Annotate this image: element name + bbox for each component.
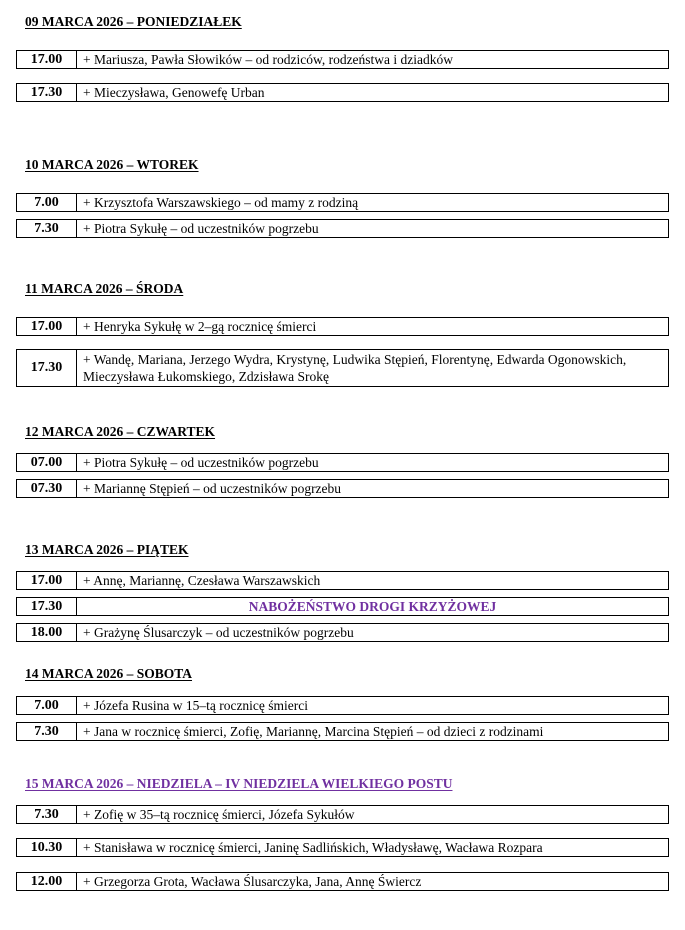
mass-time: 7.30 xyxy=(17,220,77,237)
day-heading-friday: 13 MARCA 2026 – PIĄTEK xyxy=(25,542,189,557)
mass-intention: + Zofię w 35–tą rocznicę śmierci, Józefa Sykułów xyxy=(83,807,355,822)
mass-row xyxy=(16,193,669,212)
mass-time: 7.30 xyxy=(17,723,77,740)
mass-intention: + Mieczysława, Genowefę Urban xyxy=(83,85,265,100)
mass-row xyxy=(16,722,669,741)
mass-time: 7.00 xyxy=(17,194,77,211)
mass-time: 17.00 xyxy=(17,572,77,589)
mass-intention: + Mariusza, Pawła Słowików – od rodziców, rodzeństwa i dziadków xyxy=(83,52,454,67)
day-heading-saturday: 14 MARCA 2026 – SOBOTA xyxy=(25,666,193,681)
mass-row xyxy=(16,571,669,590)
mass-row xyxy=(16,317,669,336)
mass-time: 17.30 xyxy=(17,598,77,615)
mass-row xyxy=(16,453,669,472)
mass-row xyxy=(16,219,669,238)
mass-intention: + Henryka Sykułę w 2–gą rocznicę śmierci xyxy=(83,319,317,334)
mass-intention: + Wandę, Mariana, Jerzego Wydra, Krystynę, Ludwika Stępień, Florentynę, Edwarda Ogonowskich, Mieczysława Łukomskiego, Zdzisława Srokę xyxy=(83,352,627,384)
mass-intention: + Mariannę Stępień – od uczestników pogrzebu xyxy=(83,481,342,496)
mass-row xyxy=(16,597,669,616)
mass-time: 17.30 xyxy=(17,350,77,386)
mass-row xyxy=(16,623,669,642)
mass-intention: + Annę, Mariannę, Czesława Warszawskich xyxy=(83,573,321,588)
mass-intention: + Krzysztofa Warszawskiego – od mamy z rodziną xyxy=(83,195,359,210)
mass-intention: + Grzegorza Grota, Wacława Ślusarczyka, Jana, Annę Świercz xyxy=(83,874,422,889)
day-heading-monday: 09 MARCA 2026 – PONIEDZIAŁEK xyxy=(25,14,242,29)
mass-time: 7.00 xyxy=(17,697,77,714)
mass-row xyxy=(16,805,669,824)
mass-time: 12.00 xyxy=(17,873,77,890)
mass-intention: + Grażynę Ślusarczyk – od uczestników pogrzebu xyxy=(83,625,354,640)
day-heading-wednesday: 11 MARCA 2026 – ŚRODA xyxy=(25,281,184,296)
mass-intention: + Piotra Sykułę – od uczestników pogrzebu xyxy=(83,221,319,236)
mass-time: 07.30 xyxy=(17,480,77,497)
mass-row xyxy=(16,50,669,69)
mass-time: 17.00 xyxy=(17,318,77,335)
way-of-cross-service: NABOŻEŃSTWO DROGI KRZYŻOWEJ xyxy=(248,599,497,614)
mass-intention: + Jana w rocznicę śmierci, Zofię, Mariannę, Marcina Stępień – od dzieci z rodzinami xyxy=(83,724,544,739)
mass-intention: + Piotra Sykułę – od uczestników pogrzebu xyxy=(83,455,319,470)
mass-row xyxy=(16,696,669,715)
mass-intention: + Stanisława w rocznicę śmierci, Janinę Sadlińskich, Władysławę, Wacława Rozpara xyxy=(83,840,543,855)
mass-time: 10.30 xyxy=(17,839,77,856)
mass-time: 07.00 xyxy=(17,454,77,471)
mass-time: 17.30 xyxy=(17,84,77,101)
mass-row xyxy=(16,349,669,387)
mass-row xyxy=(16,872,669,891)
day-heading-thursday: 12 MARCA 2026 – CZWARTEK xyxy=(25,424,216,439)
mass-time: 18.00 xyxy=(17,624,77,641)
day-heading-sunday: 15 MARCA 2026 – NIEDZIELA – IV NIEDZIELA WIELKIEGO POSTU xyxy=(25,776,453,791)
mass-time: 7.30 xyxy=(17,806,77,823)
mass-row xyxy=(16,83,669,102)
day-heading-tuesday: 10 MARCA 2026 – WTOREK xyxy=(25,157,199,172)
mass-row xyxy=(16,838,669,857)
mass-time: 17.00 xyxy=(17,51,77,68)
mass-row xyxy=(16,479,669,498)
mass-intention: + Józefa Rusina w 15–tą rocznicę śmierci xyxy=(83,698,309,713)
